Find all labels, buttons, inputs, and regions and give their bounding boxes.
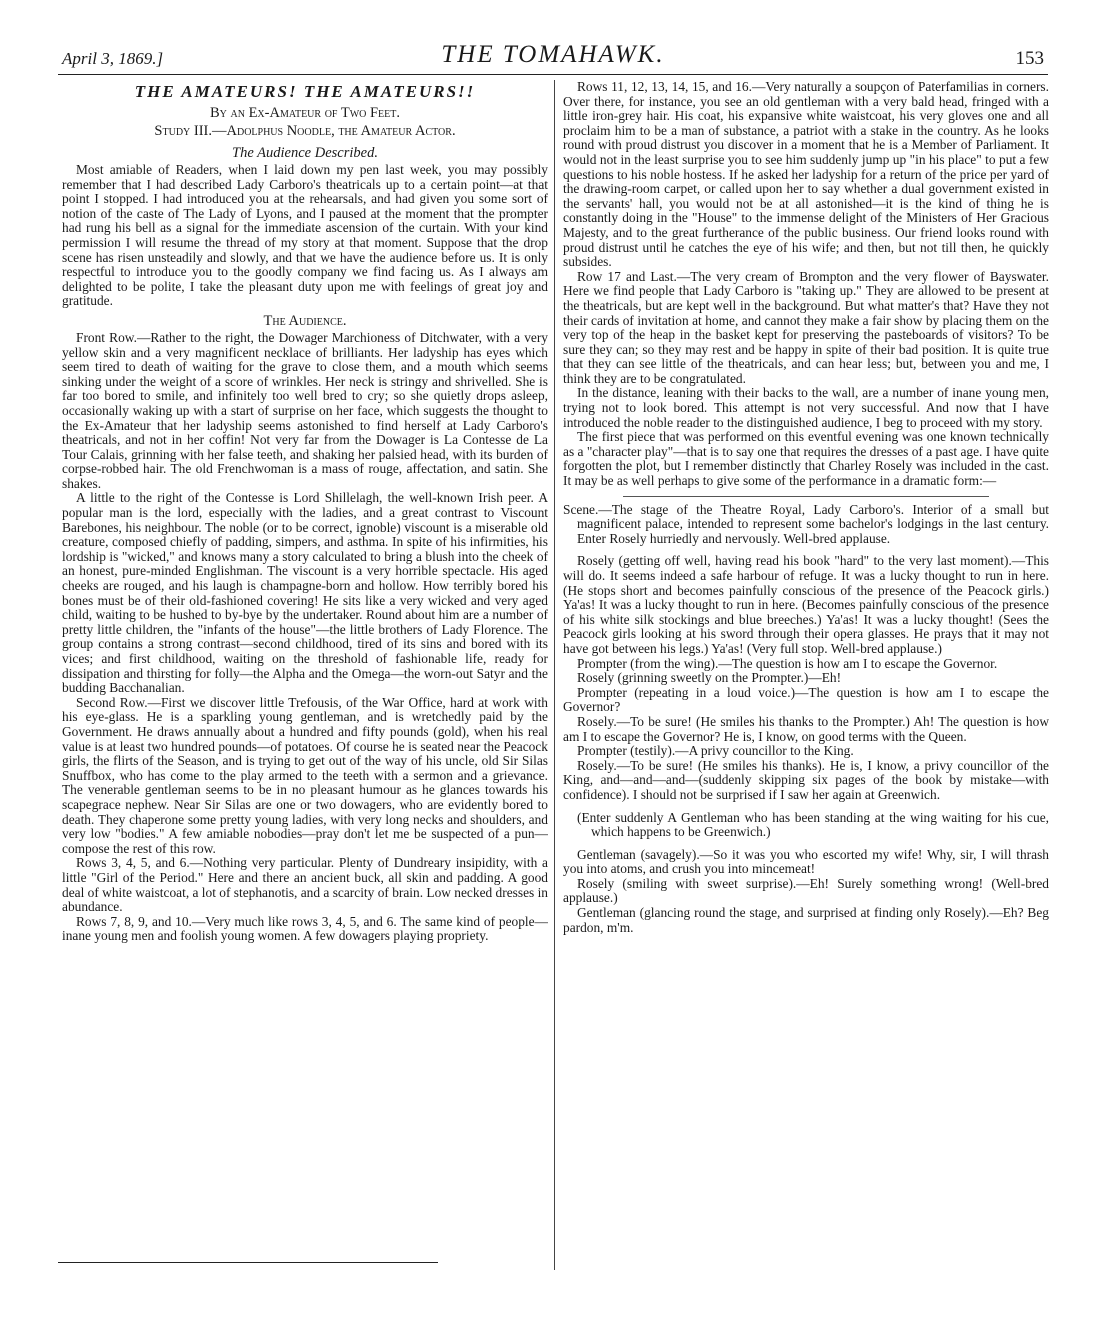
stage-direction: (Enter suddenly A Gentleman who has been standing at the wing waiting for his cue, which happens to be Greenwich.) [577, 809, 1049, 840]
paragraph-rows-3-6: Rows 3, 4, 5, and 6.—Nothing very particular. Plenty of Dundreary insipidity, with a little "Girl of the Period." Here and there an ancient buck, all skin and padding. A good deal of white waistcoat, a lot of stephanotis, and a scarcity of brain. Low necked dresses in abundance. [62, 855, 548, 915]
section-subtitle: The Audience Described. [232, 145, 378, 161]
dialogue-rosely-3: Rosely.—To be sure! (He smiles his thanks to the Prompter.) Ah! The question is how am I to escape the Governor? He is, I know, on good terms with the Queen. [563, 713, 1049, 744]
dialogue-rosely-1: Rosely (getting off well, having read his book "hard" to the very last moment).—This will do. It seems indeed a safe harbour of refuge. It was a lucky thought to run in here. (He stops short and becomes painfully conscious of the presence of the Peacock girls.) Ya'as! It was a lucky thought to run in here. (Becomes painfully conscious of the presence of his white silk stockings and blue breeches.) Ya'as! It was a lucky thought! (Sees the Peacock girls looking at his sword through their opera glasses. He prays that it may not have got between his legs.) Ya'as! (Very full stop. Well-bred applause.) [563, 553, 1049, 656]
section-divider [623, 496, 989, 497]
paragraph-rows-11-16: Rows 11, 12, 13, 14, 15, and 16.—Very naturally a soupçon of Paterfamilias in corners. Over there, for instance, you see an old gentleman with a very bald head, fringed with a little iron-grey hair. His coat, his expansive white waistcoat, his very gloves one and all proclaim him to be a man of substance, a patriot with a stake in the country. As he looks round with proud distrust you discover in a moment that he is a Member of Parliament. It would not in the least surprise you to see him suddenly jump up "in his place" to put a few questions to his noble hostess. If he asked her ladyship for a return of the price per yard of the drawing-room carpet, or called upon her to say whether a dual government existed in the servants' hall, you would not be at all astonished—it is the kind of thing he is constantly doing in the "House" to the immense delight of the Ministers of Her Gracious Majesty, and to the great furtherance of the public business. Our friend looks round with proud distrust until he catches the eye of his wife; and then, but not till then, he quickly subsides. [563, 80, 1049, 270]
paragraph-shillelagh: A little to the right of the Contesse is Lord Shillelagh, the well-known Irish peer. A popular man is the lord, especially with the ladies, and a great contrast to Viscount Barebones, his neighbour. The noble (or to be correct, ignoble) viscount is a miserable old creature, composed chiefly of padding, simpers, and asthma. In spite of his infirmities, his lordship is "wicked," and knows many a story calculated to bring a blush into the cheek of an honest, pure-minded Englishman. The viscount is a very horrible spectacle. His aged cheeks are rouged, and his laugh is champagne-born and hollow. How terribly bored his bones must be of their old-fashioned covering! He sits like a very wicked and very aged child, waiting to be hushed to by-bye by the undertaker. Round about him are a number of pretty little children, the "infants of the house"—the little brothers of Lady Florence. The group contains a strong contrast—second childhood, tired of its sins and bored with its vices; and first childhood, waiting on the threshold of fashionable life, ready for dissipation and thirsting for folly—the Alpha and the Omega—the worn-out Satyr and the budding Bacchanalian. [62, 490, 548, 696]
header-rule [58, 74, 1048, 75]
dialogue-gentleman-2: Gentleman (glancing round the stage, and surprised at finding only Rosely).—Eh? Beg pardon, m'm. [563, 905, 1049, 935]
paragraph-front-row: Front Row.—Rather to the right, the Dowager Marchioness of Ditchwater, with a very yellow skin and a very magnificent necklace of brilliants. Her ladyship has eyes which seem tired to death of waiting for the grave to close them, and a mouth which seems sinking under the weight of a score of wrinkles. Her neck is stringy and shrivelled. She is far too bored to smile, and infinitely too well bred to cry; so she quietly drops asleep, occasionally waking up with a start of surprise on her face, which suggests the thought to the Ex-Amateur that her ladyship seems astonished to find herself at Lady Carboro's theatricals, and not in her coffin! Not very far from the Dowager is La Contesse de La Tour Calais, grinning with her false teeth, and shaking her palsied head, with its burden of corpse-robbed hair. The old Frenchwoman is a mass of rouge, affectation, and satin. She shakes. [62, 329, 548, 491]
right-column [563, 80, 1049, 1262]
issue-date: April 3, 1869.] [62, 49, 164, 68]
paragraph-rows-7-10: Rows 7, 8, 9, and 10.—Very much like rows 3, 4, 5, and 6. The same kind of people—inane young men and foolish young women. A few dowagers playing propriety. [62, 913, 548, 944]
dialogue-prompter-3: Prompter (testily).—A privy councillor to the King. [577, 743, 854, 759]
paragraph-row-17: Row 17 and Last.—The very cream of Brompton and the very flower of Bayswater. Here we find people that Lady Carboro is "taking up." They are allowed to be present at the theatricals, but are kept well in the background. But what matter's that? Have they not their cards of invitation at home, and cannot they make a fair show by placing them on the very top of the heap in the basket kept for preserving the pasteboards of visitors? To be sure they can; so they may rest and be happy in spite of their bad position. It is quite true that they can see little of the theatricals, and can hear less; but, between you and me, I think they are to be congratulated. [563, 268, 1049, 386]
study-heading: Study III.—Adolphus Noodle, the Amateur Actor. [154, 123, 456, 139]
column-divider [554, 80, 555, 1270]
audience-heading: The Audience. [263, 312, 347, 329]
running-head [58, 41, 1048, 70]
paragraph-second-row: Second Row.—First we discover little Trefousis, of the War Office, hard at work with his eye-glass. He is a sparkling young gentleman, and is wretchedly paid by the Government. He draws annually about a hundred and fifty pounds (gold), when his real value is at least two hundred pounds—of potatoes. Of course he is seated near the Peacock girls, the flirts of the Season, and is trying to get out of the way of his uncle, old Sir Silas Snuffbox, who has come to the play armed to the teeth with a sermon and a grievance. The venerable gentleman seems to be in no pleasant humour as he glances towards his scapegrace nephew. Near Sir Silas are one or two dowagers, who are evidently bored to death. They chaperone some pretty young ladies, with very long necks and shoulders, and very low "bodies." A few amiable nobodies—pray don't let me be suspected of a pun—compose the rest of this row. [62, 694, 548, 856]
scene-description: Scene.—The stage of the Theatre Royal, Lady Carboro's. Interior of a small but magnificent palace, intended to represent some bachelor's lodgings in the last century. Enter Rosely hurriedly and nervously. Well-bred applause. [563, 501, 1049, 546]
masthead-title: THE TOMAHAWK. [441, 41, 665, 68]
article-title: THE AMATEURS! THE AMATEURS!! [134, 82, 476, 101]
paragraph-distance: In the distance, leaning with their backs to the wall, are a number of inane young men, trying not to look bored. This attempt is not very successful. And now that I have introduced the noble reader to the distinguished audience, I beg to proceed with my story. [563, 385, 1049, 430]
left-column [62, 80, 548, 1262]
dialogue-gentleman-1: Gentleman (savagely).—So it was you who escorted my wife! Why, sir, I will thrash you into atoms, and crush you into mincemeat! [563, 846, 1049, 877]
footer-rule [58, 1262, 438, 1263]
dialogue-rosely-4: Rosely.—To be sure! (He smiles his thanks). He is, I know, a privy councillor of the King, and—and—and—(suddenly skipping six pages of the book by mistake—with confidence). I should not be surprised if I saw her again at Greenwich. [563, 757, 1049, 802]
page-number: 153 [1015, 48, 1044, 69]
paragraph-intro: Most amiable of Readers, when I laid down my pen last week, you may possibly remember that I had described Lady Carboro's theatricals up to a certain point—at that point I stopped. I had introduced you at the rehearsals, and had given you some sort of notion of the caste of The Lady of Lyons, and I paused at the moment that the prompter had rung his bell as a signal for the immediate ascension of the curtain. With your kind permission I will resume the thread of my story at that moment. Suppose that the drop scene has risen unsteadily and slowly, and that we have the audience before us. It is only respectful to introduce you to the goodly company we find facing us. As I always am delighted to be polite, I take the pleasant duty upon me with feelings of great joy and gratitude. [62, 162, 548, 309]
dialogue-prompter-2: Prompter (repeating in a loud voice.)—The question is how am I to escape the Governor? [563, 684, 1049, 715]
dialogue-prompter-1: Prompter (from the wing).—The question is how am I to escape the Governor. [577, 655, 998, 671]
article-byline: By an Ex-Amateur of Two Feet. [209, 105, 400, 121]
dialogue-rosely-2: Rosely (grinning sweetly on the Prompter.)—Eh! [577, 670, 842, 686]
paragraph-first-piece: The first piece that was performed on this eventful evening was one known technically as a "character play"—that is to say one that requires the dresses of a past age. I have quite forgotten the plot, but I remember distinctly that Charley Rosely was included in the cast. It may be as well perhaps to give some of the performance in a dramatic form:— [563, 429, 1049, 489]
dialogue-rosely-5: Rosely (smiling with sweet surprise).—Eh! Surely something wrong! (Well-bred applause.) [563, 875, 1049, 906]
